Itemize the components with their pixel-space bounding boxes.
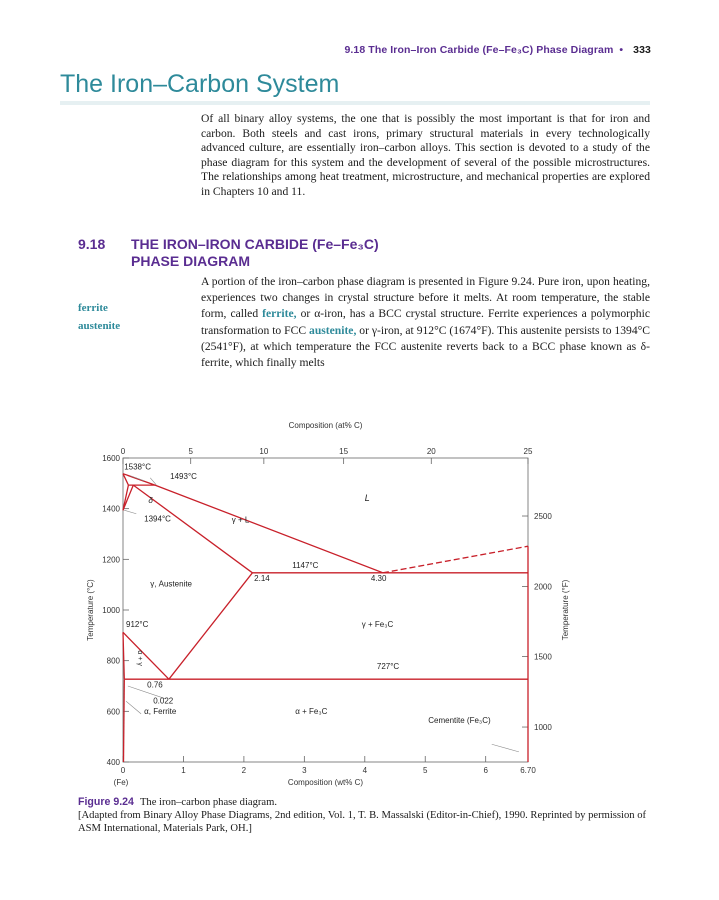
x-tick-label: 6 <box>483 766 488 775</box>
section-title-line1: THE IRON–IRON CARBIDE (Fe–Fe₃C) <box>131 236 379 252</box>
right-axis-label: Temperature (°F) <box>561 579 570 641</box>
y-tick-label: 400 <box>106 758 120 767</box>
annotation-alphaFerrite: α, Ferrite <box>144 706 177 716</box>
x-tick-label: 0 <box>120 766 126 775</box>
y-tick-label: 1200 <box>102 555 120 565</box>
phase-line-acm <box>169 573 253 679</box>
annotation-delta: δ <box>148 495 153 505</box>
y-tick-label: 1400 <box>102 504 120 514</box>
x-tick-label: 2 <box>241 766 247 775</box>
top-tick-label: 5 <box>188 447 193 456</box>
right-tick-label: 1000 <box>534 723 552 733</box>
y-tick-label: 800 <box>106 656 120 666</box>
phase-line-alpha-solvus <box>124 679 125 762</box>
right-tick-label: 2000 <box>534 582 552 592</box>
figure-caption <box>78 796 668 835</box>
keyword-austenite: austenite, <box>309 323 357 337</box>
annotation-t1147: 1147°C <box>292 560 319 570</box>
phase-line-a3 <box>123 632 169 679</box>
annotation-t1394: 1394°C <box>144 514 171 524</box>
x-tick-label: 1 <box>181 766 186 775</box>
annotation-t912: 912°C <box>126 620 149 630</box>
section-text-3: or γ-iron, at 912°C (1674°F). This austenite persists to 1394°C (2541°F), at which temperature the FCC austenite reverts back to a BCC phase known as δ-ferrite, which finally melts <box>201 323 650 370</box>
x-tick-label: 3 <box>302 766 307 775</box>
annotation-gammaAust: γ, Austenite <box>150 579 193 589</box>
keyword-ferrite: ferrite, <box>262 307 297 321</box>
right-tick-label: 1500 <box>534 652 552 662</box>
top-tick-label: 0 <box>120 447 126 456</box>
annotation-alphaGamma: α + γ <box>136 650 144 666</box>
figure-label: Figure 9.24 <box>78 796 134 808</box>
x-tick-label: 4 <box>362 766 368 775</box>
top-tick-label: 25 <box>523 447 533 456</box>
y-tick-label: 600 <box>106 707 120 717</box>
x-tick-label: 6.70 <box>520 766 536 775</box>
annotation-cementite: Cementite (Fe₃C) <box>428 716 491 726</box>
x-axis-label: Composition (wt% C) <box>287 778 364 787</box>
section-title-line2: PHASE DIAGRAM <box>131 253 251 269</box>
leader-line <box>126 701 141 714</box>
figure-9-24 <box>0 400 719 800</box>
top-tick-label: 10 <box>259 447 269 456</box>
leader-line <box>492 744 519 752</box>
right-tick-label: 2500 <box>534 512 552 522</box>
annotation-t727: 727°C <box>376 661 400 671</box>
top-tick-label: 20 <box>426 447 436 456</box>
annotation-L: L <box>364 493 370 504</box>
x-left-label: (Fe) <box>113 778 129 787</box>
top-tick-label: 15 <box>339 447 349 456</box>
chapter-title: The Iron–Carbon System <box>60 70 340 98</box>
x-tick-label: 5 <box>423 766 428 775</box>
section-text-2: or α-iron, has a BCC crystal structure. Ferrite experiences a polymorphic transformation to FCC <box>201 307 650 337</box>
margin-term-austenite: austenite <box>78 320 121 332</box>
leader-line <box>130 476 144 481</box>
annotation-c214: 2.14 <box>254 574 270 584</box>
annotation-c0022: 0.022 <box>153 696 174 706</box>
running-head-separator: • <box>619 44 624 56</box>
section-heading <box>78 236 379 270</box>
section-paragraph <box>201 274 650 371</box>
margin-term-ferrite: ferrite <box>78 302 108 314</box>
top-axis-label: Composition (at% C) <box>288 421 363 430</box>
annotation-alphaFe3C: α + Fe₃C <box>295 706 328 716</box>
running-head-title: 9.18 The Iron–Iron Carbide (Fe–Fe₃C) Phase Diagram <box>344 44 614 56</box>
y-tick-label: 1000 <box>102 606 120 615</box>
phase-diagram-chart <box>0 400 719 800</box>
annotation-c076: 0.76 <box>147 680 163 690</box>
intro-paragraph: Of all binary alloy systems, the one that is possibly the most important is that for iron and carbon. Both steels and cast irons, primary structural materials in every technologically advanced culture, are essentially iron–carbon alloys. This section is devoted to a study of the phase diagram for this system and the development of several of the possible microstructures. The relationships among heat treatment, microstructure, and mechanical properties are explored in Chapters 10 and 11. <box>201 112 650 198</box>
annotation-t1493: 1493°C <box>170 471 197 481</box>
y-axis-label: Temperature (°C) <box>86 579 95 641</box>
annotation-t1538: 1538°C <box>124 462 151 472</box>
title-rule <box>60 101 650 105</box>
annotation-c430: 4.30 <box>370 574 387 584</box>
running-head <box>344 44 651 56</box>
section-number: 9.18 <box>78 236 106 252</box>
annotation-gammaFe3C: γ + Fe₃C <box>361 620 394 630</box>
annotation-gammaL: γ + L <box>231 515 250 525</box>
leader-line <box>124 510 136 514</box>
section-text-1: A portion of the iron–carbon phase diagram is presented in Figure 9.24. Pure iron, upon heating, experiences two changes in crystal structure before it melts. At room temperature, the stable form, called <box>201 275 650 321</box>
y-tick-label: 1600 <box>102 454 120 463</box>
figure-source: [Adapted from Binary Alloy Phase Diagrams, 2nd edition, Vol. 1, T. B. Massalski (Editor-in-Chief), 1990. Reprinted by permission of ASM International, Materials Park, OH.] <box>78 810 647 834</box>
phase-line-liquidus-right <box>383 546 528 573</box>
figure-caption-text: The iron–carbon phase diagram. <box>139 797 278 808</box>
page-number: 333 <box>633 44 651 56</box>
